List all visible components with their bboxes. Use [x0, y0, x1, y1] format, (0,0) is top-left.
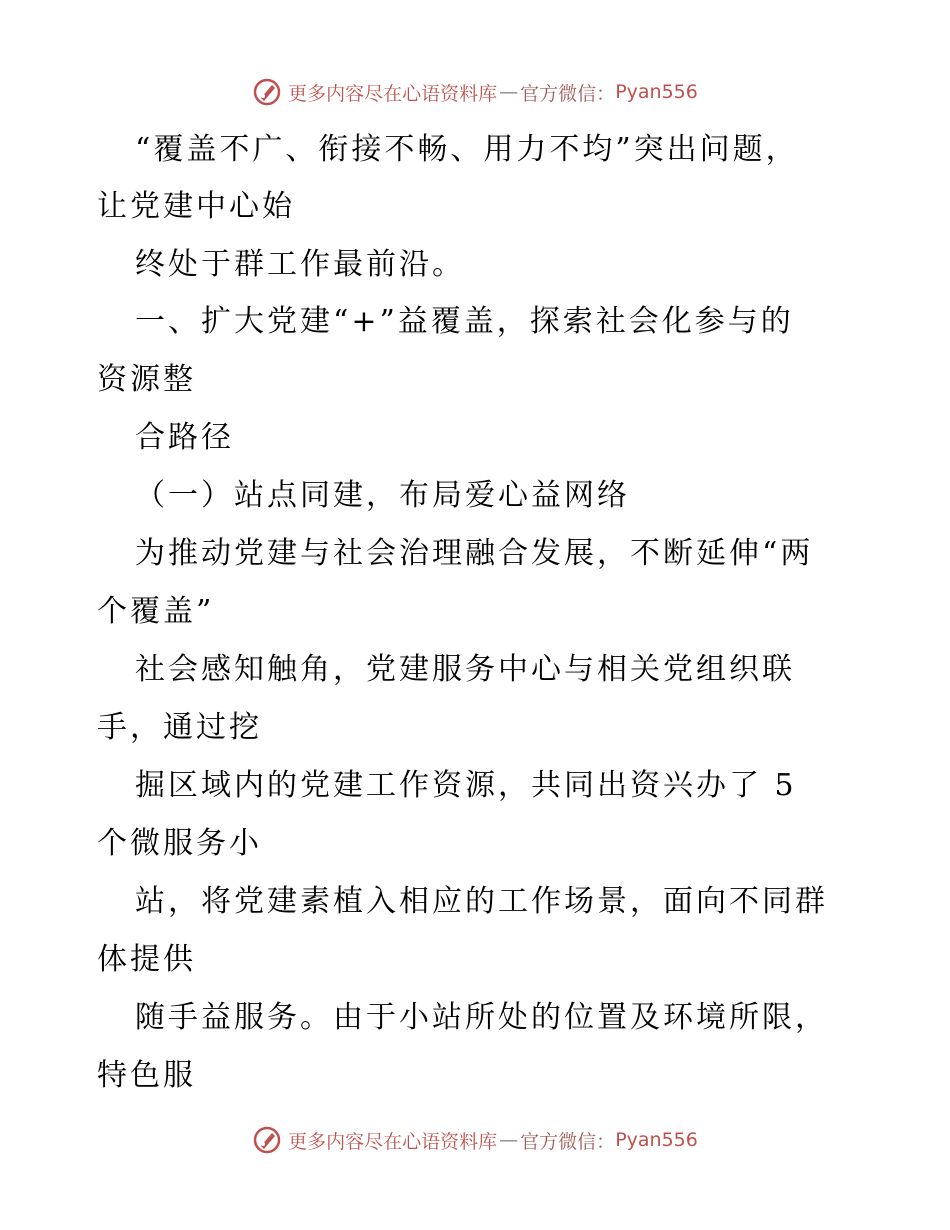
text-line: 特色服: [97, 1058, 196, 1093]
text-line: 终处于群工作最前沿。: [135, 247, 465, 282]
text-line: “覆盖不广、衔接不畅、用力不均”突出问题，: [135, 132, 799, 167]
text-line: 为推动党建与社会治理融合发展，不断延伸“两: [135, 536, 814, 571]
section-heading: 一、扩大党建“+”益覆盖，探索社会化参与的: [135, 304, 794, 339]
watermark-wechat-label: 官方微信：: [520, 82, 616, 105]
watermark-site-name: 更多内容尽在心语资料库: [288, 1130, 498, 1153]
text-line: 让党建中心始: [97, 189, 295, 224]
watermark-wechat-id: Pyan556: [615, 81, 698, 103]
watermark-wechat-id: Pyan556: [615, 1129, 698, 1151]
text-line: 个覆盖”: [97, 594, 215, 629]
text-line: 个微服务小: [97, 826, 262, 861]
section-heading-cont: 合路径: [135, 420, 234, 455]
text-line: 掘区域内的党建工作资源，共同出资兴办了 5: [135, 768, 797, 803]
pen-nib-circle-icon: [252, 1125, 282, 1155]
watermark-dash: —: [499, 1129, 519, 1151]
section-heading-cont: 资源整: [97, 362, 196, 397]
footer-watermark: [0, 1120, 950, 1160]
text-line: 站，将党建素植入相应的工作场景，面向不同群: [135, 884, 828, 919]
watermark-dash: —: [499, 81, 519, 103]
text-line: 体提供: [97, 942, 196, 977]
text-line: 手，通过挖: [97, 710, 262, 745]
watermark-wechat-label: 官方微信：: [520, 1130, 616, 1153]
text-line: 社会感知触角，党建服务中心与相关党组织联: [135, 652, 795, 687]
subsection-heading: （一）站点同建，布局爱心益网络: [135, 478, 630, 513]
watermark-site-name: 更多内容尽在心语资料库: [288, 82, 498, 105]
text-line: 随手益服务。由于小站所处的位置及环境所限，: [135, 1000, 828, 1035]
